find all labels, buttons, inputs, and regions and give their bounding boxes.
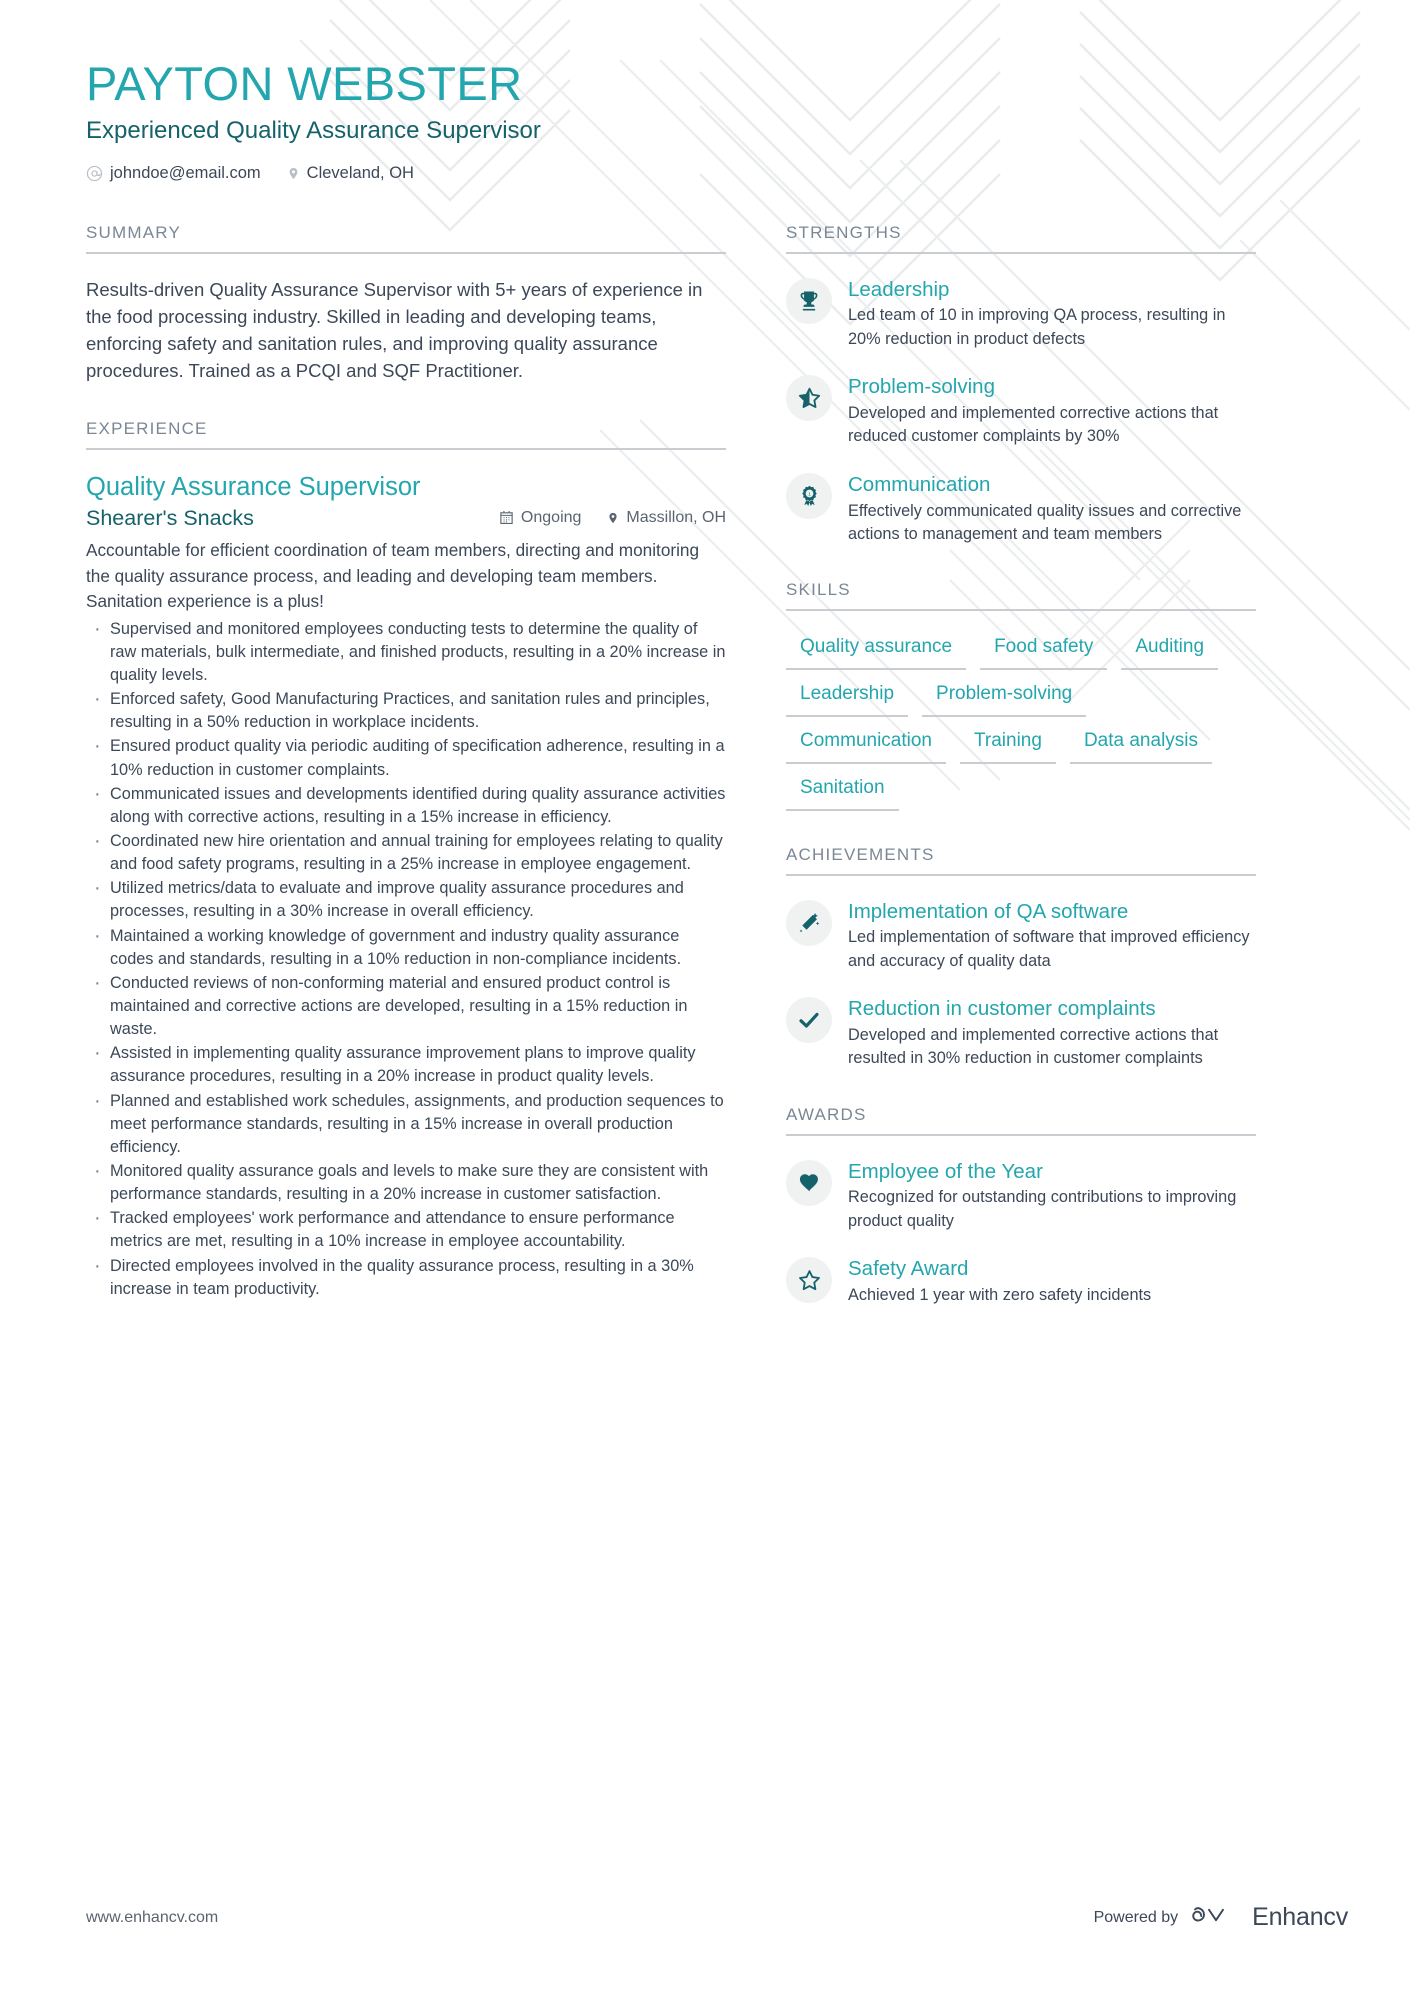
strength-title: Leadership (848, 277, 950, 301)
award-description: Achieved 1 year with zero safety incidents (848, 1285, 1152, 1304)
job-date (499, 509, 582, 527)
svg-text:1: 1 (807, 492, 811, 498)
skill-tag: Communication (786, 727, 946, 764)
main-column (86, 223, 786, 1335)
strength-item (786, 373, 1256, 449)
job-bullet: · Ensured product quality via periodic auditing of specification adherence, resulting in a 10% reduction in customer complaints. (86, 735, 726, 781)
skill-tag: Food safety (980, 633, 1107, 670)
award-description: Recognized for outstanding contributions to improving product quality (848, 1188, 1237, 1230)
section-title-skills: SKILLS (786, 580, 1256, 611)
job-bullet: · Utilized metrics/data to evaluate and improve quality assurance procedures and processes, resulting in a 30% increase in overall efficiency. (86, 877, 726, 923)
trophy-icon (786, 278, 832, 324)
section-title-strengths: STRENGTHS (786, 223, 1256, 254)
job-company: Shearer's Snacks (86, 506, 254, 531)
job-meta-row (86, 506, 726, 531)
award-title: Employee of the Year (848, 1159, 1043, 1183)
section-experience (86, 419, 726, 1301)
section-title-awards: AWARDS (786, 1105, 1256, 1136)
section-strengths (786, 223, 1256, 547)
section-title-summary: SUMMARY (86, 223, 726, 254)
location-pin-icon (287, 165, 300, 182)
page-footer (86, 1902, 1348, 1933)
achievement-title: Reduction in customer complaints (848, 997, 1156, 1021)
job-bullet: · Supervised and monitored employees conducting tests to determine the quality of raw materials, bulk intermediate, and finished products, resulting in a 20% increase in quality levels. (86, 618, 726, 687)
skill-tag: Sanitation (786, 774, 899, 811)
contact-list (86, 164, 1348, 183)
award-ribbon-icon (786, 473, 832, 519)
skills-list (786, 633, 1256, 810)
calendar-icon (499, 510, 514, 525)
resume-header (86, 58, 1348, 183)
section-title-achievements: ACHIEVEMENTS (786, 845, 1256, 876)
magic-wand-icon (786, 900, 832, 946)
footer-url[interactable]: www.enhancv.com (86, 1908, 219, 1926)
contact-email[interactable] (86, 164, 261, 183)
achievement-title: Implementation of QA software (848, 899, 1129, 923)
job-role: Quality Assurance Supervisor (86, 472, 421, 501)
summary-text: Results-driven Quality Assurance Supervisor with 5+ years of experience in the food processing industry. Skilled in leading and developing teams, enforcing safety and sanitation rules, and improving quality assurance procedures. Trained as a PCQI and SQF Practitioner. (86, 278, 703, 382)
contact-email-text: johndoe@email.com (110, 163, 261, 182)
headline: Experienced Quality Assurance Supervisor (86, 116, 541, 144)
resume-body (86, 223, 1348, 1341)
job-bullet: · Tracked employees' work performance and attendance to ensure performance metrics are met, resulting in a 10% increase in employee accountability. (86, 1207, 726, 1253)
strength-item (786, 276, 1256, 352)
award-title: Safety Award (848, 1257, 969, 1281)
location-pin-icon (607, 510, 619, 526)
job-meta (499, 509, 726, 527)
skill-tag: Training (960, 727, 1056, 764)
enhancv-logo-icon (1192, 1902, 1238, 1933)
powered-by-label: Powered by (1093, 1908, 1179, 1926)
footer-branding (1094, 1902, 1348, 1933)
page-title: PAYTON WEBSTER (86, 57, 523, 110)
skill-tag: Data analysis (1070, 727, 1212, 764)
contact-location-text: Cleveland, OH (306, 163, 414, 182)
strength-title: Communication (848, 472, 991, 496)
email-icon (86, 165, 103, 182)
achievement-item (786, 995, 1256, 1071)
section-summary (86, 223, 726, 385)
award-item (786, 1255, 1256, 1307)
skill-tag: Quality assurance (786, 633, 966, 670)
job-bullet: · Conducted reviews of non-conforming material and ensured product control is maintained and corrective actions are developed, resulting in a 15% reduction in waste. (86, 972, 726, 1041)
heart-icon (786, 1160, 832, 1206)
section-skills (786, 580, 1256, 810)
brand-name: Enhancv (1252, 1903, 1348, 1931)
achievement-item (786, 898, 1256, 974)
skill-tag: Problem-solving (922, 680, 1086, 717)
star-icon (786, 1257, 832, 1303)
skill-tag: Leadership (786, 680, 908, 717)
section-title-experience: EXPERIENCE (86, 419, 726, 450)
section-achievements (786, 845, 1256, 1071)
job-location (607, 509, 726, 527)
job-location-text: Massillon, OH (626, 508, 726, 526)
job-bullet: · Enforced safety, Good Manufacturing Practices, and sanitation rules and principles, resulting in a 50% reduction in workplace incidents. (86, 688, 726, 734)
half-star-icon (786, 375, 832, 421)
job-bullet: · Planned and established work schedules, assignments, and production sequences to meet performance standards, resulting in a 15% increase in overall production efficiency. (86, 1090, 726, 1159)
achievement-description: Developed and implemented corrective actions that resulted in 30% reduction in customer complaints (848, 1025, 1219, 1068)
strength-description: Effectively communicated quality issues and corrective actions to management and team members (848, 501, 1242, 543)
strength-item (786, 471, 1256, 547)
job-bullet: · Assisted in implementing quality assurance improvement plans to improve quality assurance procedures, resulting in a 20% increase in product quality levels. (86, 1042, 726, 1088)
skill-tag: Auditing (1121, 633, 1218, 670)
achievement-description: Led implementation of software that improved efficiency and accuracy of quality data (848, 928, 1250, 970)
job-bullet: · Coordinated new hire orientation and annual training for employees relating to quality and food safety programs, resulting in a 25% increase in employee engagement. (86, 830, 726, 876)
job-bullet: · Communicated issues and developments identified during quality assurance activities along with corrective actions, resulting in a 15% increase in efficiency. (86, 783, 726, 829)
strength-title: Problem-solving (848, 375, 995, 399)
award-item (786, 1158, 1256, 1234)
section-awards (786, 1105, 1256, 1308)
experience-item (86, 472, 726, 1301)
job-date-text: Ongoing (520, 508, 582, 526)
contact-location (287, 164, 414, 183)
sidebar-column (786, 223, 1256, 1341)
job-description: Accountable for efficient coordination of team members, directing and monitoring the quality assurance process, and leading and developing team members. Sanitation experience is a plus! (86, 540, 700, 611)
job-bullet: · Maintained a working knowledge of government and industry quality assurance codes and standards, resulting in a 10% reduction in non-compliance incidents. (86, 925, 726, 971)
check-icon (786, 997, 832, 1043)
job-bullet-list (86, 618, 726, 1301)
strength-description: Led team of 10 in improving QA process, resulting in 20% reduction in product defects (848, 306, 1226, 348)
job-bullet: · Monitored quality assurance goals and levels to make sure they are consistent with performance standards, resulting in a 20% increase in customer satisfaction. (86, 1160, 726, 1206)
strength-description: Developed and implemented corrective actions that reduced customer complaints by 30% (848, 403, 1219, 446)
job-bullet: · Directed employees involved in the quality assurance process, resulting in a 30% increase in team productivity. (86, 1255, 726, 1301)
